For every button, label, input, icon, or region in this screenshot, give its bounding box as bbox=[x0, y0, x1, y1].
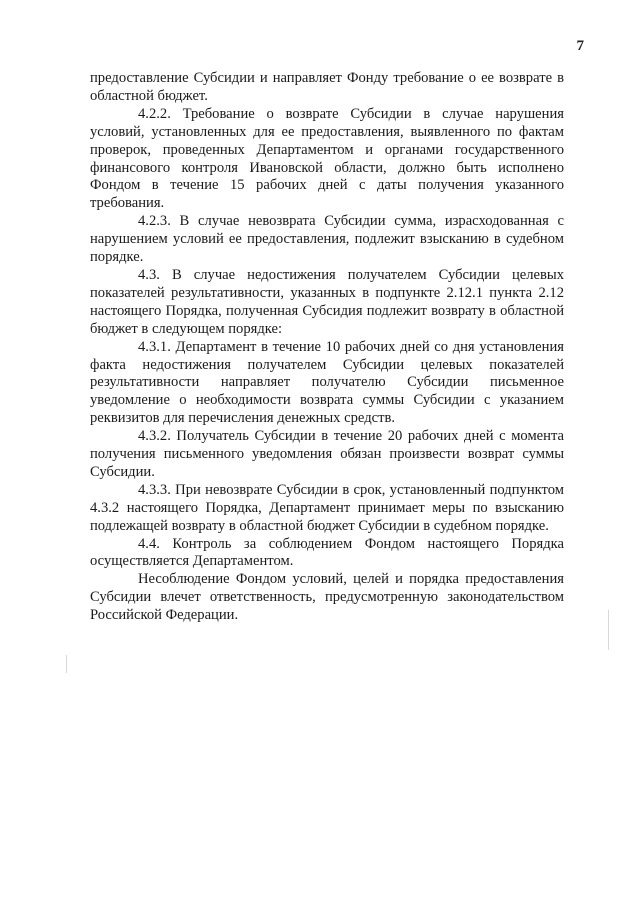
page-number: 7 bbox=[576, 38, 584, 54]
paragraph-4-2-3: 4.2.3. В случае невозврата Субсидии сумма, израсходованная с нарушением условий ее предоставления, подлежит взысканию в судебном порядке. bbox=[90, 213, 564, 266]
scan-artifact-mark bbox=[608, 610, 609, 650]
paragraph-4-2-2: 4.2.2. Требование о возврате Субсидии в случае нарушения условий, установленных для ее предоставления, выявленного по фактам проверок, проведенных Департаментом и органами государственного финансового контроля Ивановской области, должно быть исполнено Фондом в течение 15 рабочих дней с даты получения указанного требования. bbox=[90, 105, 564, 212]
paragraph-4-3-3: 4.3.3. При невозврате Субсидии в срок, установленный подпунктом 4.3.2 настоящего Порядка, Департамент принимает меры по взысканию подлежащей возврату в областной бюджет Субсидии в судебном порядке. bbox=[90, 481, 564, 534]
paragraph-4-3: 4.3. В случае недостижения получателем Субсидии целевых показателей результативности, указанных в подпункте 2.12.1 пункта 2.12 настоящего Порядка, полученная Субсидия подлежит возврату в областной бюджет в следующем порядке: bbox=[90, 266, 564, 337]
paragraph-4-3-1: 4.3.1. Департамент в течение 10 рабочих дней со дня установления факта недостижения получателем Субсидии целевых показателей результативности направляет получателю Субсидии письменное уведомление о необходимости возврата суммы Субсидии с указанием реквизитов для перечисления денежных средств. bbox=[90, 338, 564, 427]
paragraph-continuation: предоставление Субсидии и направляет Фонду требование о ее возврате в областной бюджет. bbox=[90, 70, 564, 104]
document-body bbox=[90, 70, 564, 625]
paragraph-4-3-2: 4.3.2. Получатель Субсидии в течение 20 рабочих дней с момента получения письменного уведомления обязан произвести возврат суммы Субсидии. bbox=[90, 428, 564, 480]
paragraph-4-4: 4.4. Контроль за соблюдением Фондом настоящего Порядка осуществляется Департаментом. bbox=[90, 535, 564, 570]
paragraph-liability: Несоблюдение Фондом условий, целей и порядка предоставления Субсидии влечет ответственность, предусмотренную законодательством Российской Федерации. bbox=[90, 571, 564, 624]
scan-artifact-mark bbox=[66, 655, 67, 673]
